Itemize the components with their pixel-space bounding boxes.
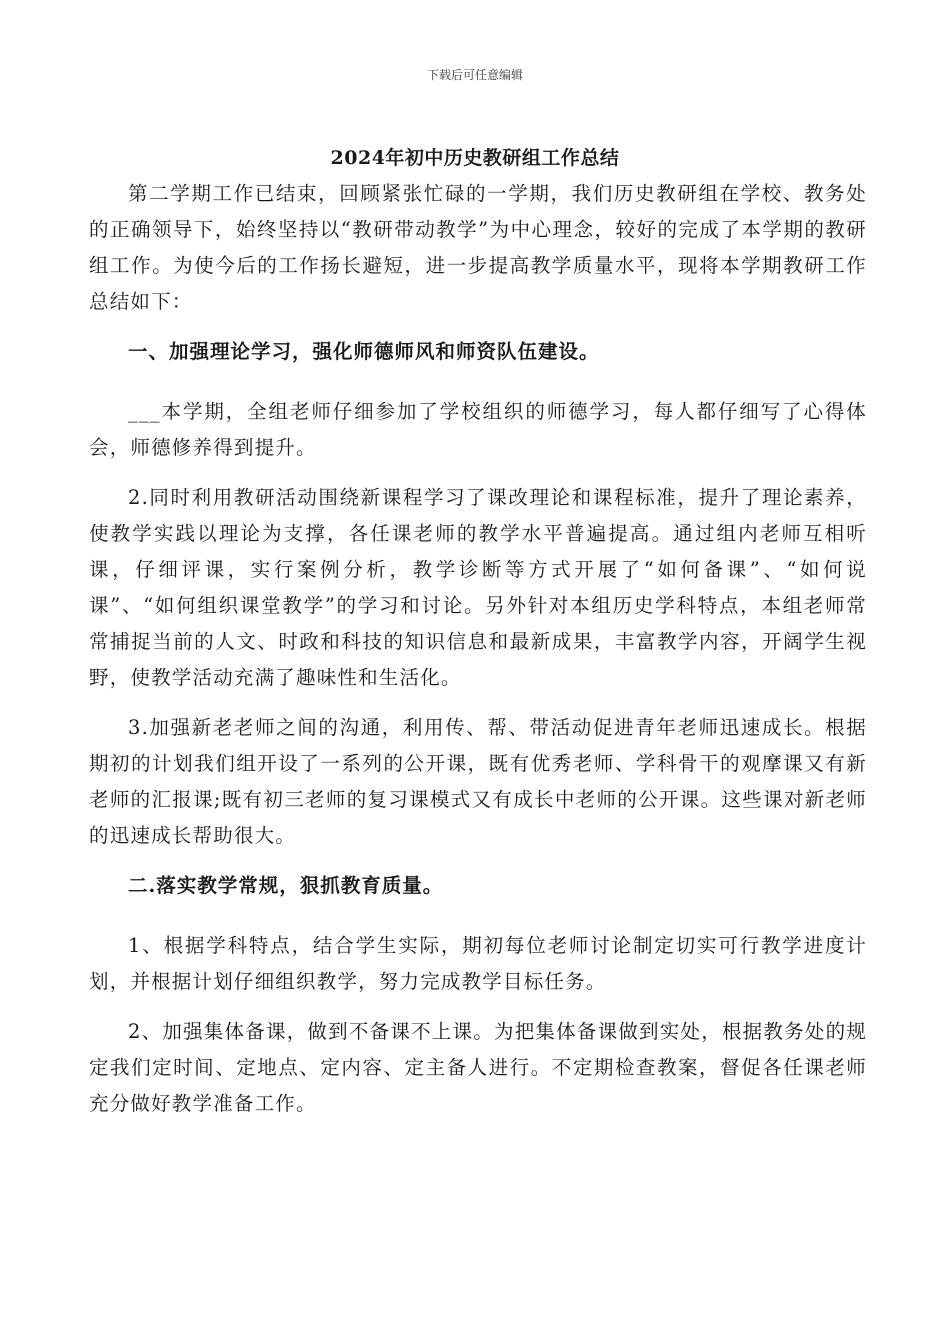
section-heading-2: 二.落实教学常规，狠抓教育质量。	[128, 874, 444, 897]
section1-paragraph-2: 2.同时利用教研活动围绕新课程学习了课改理论和课程标准，提升了理论素养，使教学实践以理论为支撑，各任课老师的教学水平普遍提高。通过组内老师互相听课，仔细评课，实行案例分析，教学诊断等方式开展了“如何备课”、“如何说课”、“如何组织课堂教学”的学习和讨论。另外针对本组历史学科特点，本组老师常常捕捉当前的人文、时政和科技的知识信息和最新成果，丰富教学内容，开阔学生视野，使教学活动充满了趣味性和生活化。	[89, 486, 867, 689]
section2-paragraph-1: 1、根据学科特点，结合学生实际，期初每位老师讨论制定切实可行教学进度计划，并根据计划仔细组织教学，努力完成教学目标任务。	[89, 934, 867, 993]
document-title: 2024年初中历史教研组工作总结	[330, 147, 620, 169]
section2-paragraph-2: 2、加强集体备课，做到不备课不上课。为把集体备课做到实处，根据教务处的规定我们定时间、定地点、定内容、定主备人进行。不定期检查教案，督促各任课老师充分做好教学准备工作。	[89, 1020, 867, 1115]
header-note: 下载后可任意编辑	[426, 68, 523, 82]
section1-paragraph-1: ___本学期，全组老师仔细参加了学校组织的师德学习，每人都仔细写了心得体会，师德修养得到提升。	[89, 400, 867, 459]
section-heading-1: 一、加强理论学习，强化师德师风和师资队伍建设。	[128, 340, 600, 363]
section1-paragraph-3: 3.加强新老老师之间的沟通，利用传、帮、带活动促进青年老师迅速成长。根据期初的计划我们组开设了一系列的公开课，既有优秀老师、学科骨干的观摩课又有新老师的汇报课;既有初三老师的复习课模式又有成长中老师的公开课。这些课对新老师的迅速成长帮助很大。	[89, 716, 867, 847]
intro-paragraph: 第二学期工作已结束，回顾紧张忙碌的一学期，我们历史教研组在学校、教务处的正确领导下，始终坚持以“教研带动教学”为中心理念，较好的完成了本学期的教研组工作。为使今后的工作扬长避短，进一步提高教学质量水平，现将本学期教研工作总结如下：	[89, 182, 867, 313]
document-body	[89, 176, 867, 1136]
